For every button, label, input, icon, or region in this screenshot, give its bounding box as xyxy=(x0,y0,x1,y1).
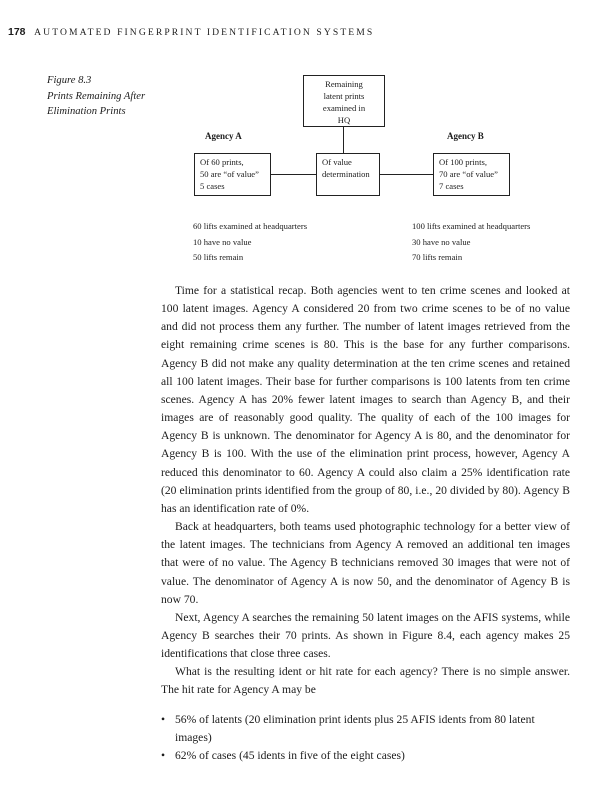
agency-a-label: Agency A xyxy=(205,131,242,141)
lifts-line: 30 have no value xyxy=(412,236,471,247)
value-determination-box xyxy=(316,153,380,196)
paragraph: Back at headquarters, both teams used photographic technology for a better view of the latent images. The technicians from Agency A removed an additional ten images that were of no value. The Agency B technicians removed 30 images that were not of value. The denominator of Agency A is now 50, and the denominator of Agency B is now 70. xyxy=(161,520,570,606)
figure-caption xyxy=(47,73,145,120)
hq-box-line: Remaining xyxy=(325,79,363,89)
figure-title-line: Elimination Prints xyxy=(47,106,126,117)
paragraph: Time for a statistical recap. Both agencies went to ten crime scenes and looked at 100 latent images. Agency A considered 20 from two crime scenes to be of no value and did not process them any further. The number of latent images retrieved from the eight remaining crime scenes is 80. This is the base for any further comparisons. Agency B did not make any quality determination at the ten crime scenes and retained all 100 latent images. Their base for further comparisons is 100 latents from ten crime scenes. Agency A has 20% fewer latent images to search than Agency B, and their images are of reasonably good quality. The quality of each of the 100 images for Agency B is unknown. The denominator for Agency A is 80, and the denominator for Agency B is 100. With the use of the elimination print process, however, Agency A reduced this denominator to 60. Agency A could also claim a 25% identification rate (20 elimination prints identified from the group of 80, i.e., 20 divided by 80). Agency B has an identification rate of 0%. xyxy=(161,284,570,515)
running-title: AUTOMATED FINGERPRINT IDENTIFICATION SYSTEMS xyxy=(34,27,375,38)
agency-b-box xyxy=(433,153,510,196)
lifts-line: 50 lifts remain xyxy=(193,252,244,263)
connector-line xyxy=(343,127,344,153)
hq-box-line: HQ xyxy=(337,115,351,125)
list-item-text: 62% of cases (45 idents in five of the eight cases) xyxy=(175,748,405,762)
page-number: 178 xyxy=(8,26,26,38)
agency-b-box-line: Of 100 prints, xyxy=(439,157,487,167)
paragraph: What is the resulting ident or hit rate for each agency? There is no simple answer. The hit rate for Agency A may be xyxy=(161,665,570,697)
connector-line xyxy=(271,174,316,175)
list-item xyxy=(161,747,570,765)
lifts-line: 70 lifts remain xyxy=(412,252,463,263)
bullet-list xyxy=(161,711,570,765)
paragraph: Next, Agency A searches the remaining 50 latent images on the AFIS systems, while Agency B searches their 70 prints. As shown in Figure 8.4, each agency makes 25 identifications that close three cases. xyxy=(161,610,570,661)
value-box-line: determination xyxy=(322,169,370,179)
figure-title-line: Prints Remaining After xyxy=(47,90,146,102)
agency-a-box-line: 5 cases xyxy=(200,181,225,191)
hq-box-line: examined in xyxy=(322,103,366,113)
agency-b-box-line: 7 cases xyxy=(439,181,464,191)
value-box-line: Of value xyxy=(322,157,352,167)
lifts-line: 100 lifts examined at headquarters xyxy=(412,221,531,231)
bullet-icon: • xyxy=(161,748,166,762)
agency-b-label: Agency B xyxy=(447,131,484,141)
body-text xyxy=(161,282,570,765)
list-item-text: 56% of latents (20 elimination print idents plus 25 AFIS idents from 80 latent images) xyxy=(175,712,535,744)
hq-box-line: latent prints xyxy=(323,91,365,101)
list-item xyxy=(161,711,570,747)
figure-label: Figure 8.3 xyxy=(47,75,92,86)
hq-box xyxy=(303,75,385,127)
agency-b-lifts xyxy=(412,219,530,266)
agency-a-box-line: Of 60 prints, xyxy=(200,157,244,167)
lifts-line: 10 have no value xyxy=(193,236,252,247)
running-header xyxy=(8,26,374,38)
agency-b-box-line: 70 are “of value” xyxy=(439,169,498,179)
agency-a-box-line: 50 are “of value” xyxy=(200,169,259,179)
agency-a-box xyxy=(194,153,271,196)
lifts-line: 60 lifts examined at headquarters xyxy=(193,221,308,231)
agency-a-lifts xyxy=(193,219,307,266)
connector-line xyxy=(380,174,433,175)
bullet-icon: • xyxy=(161,712,166,726)
